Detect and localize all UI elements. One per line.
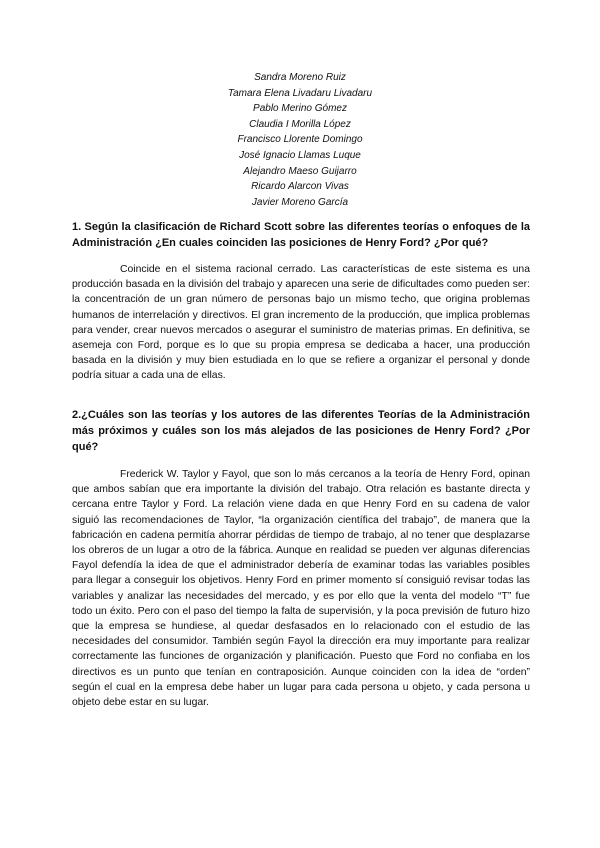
author-name: Javier Moreno García (251, 196, 349, 208)
author-name: Francisco Llorente Domingo (237, 134, 363, 146)
author-name: Tamara Elena Livadaru Livadaru (227, 87, 373, 99)
author-name: Claudia I Morilla López (249, 118, 351, 130)
author-list (0, 70, 600, 210)
author-name: Pablo Merino Gómez (253, 103, 347, 115)
author-name: Alejandro Maeso Guijarro (243, 165, 357, 177)
question-1-heading: 1. Según la clasificación de Richard Scott sobre las diferentes teorías o enfoques de la Administración ¿En cuales coinciden las posiciones de Henry Ford? ¿Por qué? (72, 221, 530, 249)
author-name: José Ignacio Llamas Luque (239, 149, 361, 161)
question-2-answer: Frederick W. Taylor y Fayol, que son lo más cercanos a la teoría de Henry Ford, opinan que ambos sabían que era importante la división del trabajo. Otra relación es bastante directa y cercana entre Taylor y Ford. La relación viene dada en que Henry Ford en su cadena de valor siguió las recomendaciones de Taylor, “la organización científica del trabajo”, de manera que la fabricación en cadena permitía ahorrar pérdidas de tiempo de trabajo, al no tener que desplazarse los obreros de un lugar a otro de la fábrica. Aunque en realidad se pueden ver algunas diferencias Fayol defendía la idea de que el administrador debería de examinar todas las variables posibles para llegar a conseguir los objetivos. Henry Ford en primer momento sí consiguió revisar todas las variables y analizar las necesidades del mercado, y es por ello que la venta del modelo “T” fue todo un éxito. Pero con el paso del tiempo la falta de supervisión, y la poca previsión de futuro hizo que la empresa se hundiese, al quedar desfasados en lo relacionado con el estudio de las necesidades del consumidor. También según Fayol la dirección era muy importante para realizar correctamente las funciones de organización y planificación. Puesto que Ford no confiaba en los directivos es un punto que tenían en contraposición. Aunque coinciden con la idea de “orden” según el cual en la empresa debe haber un lugar para cada persona u objeto, y cada persona u objeto debe estar en su lugar. (72, 469, 530, 709)
question-1-answer: Coincide en el sistema racional cerrado. Las características de este sistema es una producción basada en la división del trabajo y aparecen una serie de dificultades como pueden ser: la concentración de un gran número de personas bajo un mismo techo, que origina problemas humanos de interrelación y directivos. El gran incremento de la producción, que implica problemas para vender, crear nuevos mercados o asegurar el suministro de materias primas. En definitiva, se asemeja con Ford, porque es lo que su propia empresa se dedicaba a hacer, una producción basada en la división y muy bien estudiada en lo que se refiere a organizar el personal y donde podría situar a cada una de ellas. (72, 264, 530, 382)
author-name: Ricardo Alarcon Vivas (251, 181, 349, 193)
author-name: Sandra Moreno Ruiz (254, 72, 346, 83)
question-2-heading: 2.¿Cuáles son las teorías y los autores de las diferentes Teorías de la Administración más próximos y cuáles son los más alejados de las posiciones de Henry Ford? ¿Por qué? (72, 409, 530, 453)
